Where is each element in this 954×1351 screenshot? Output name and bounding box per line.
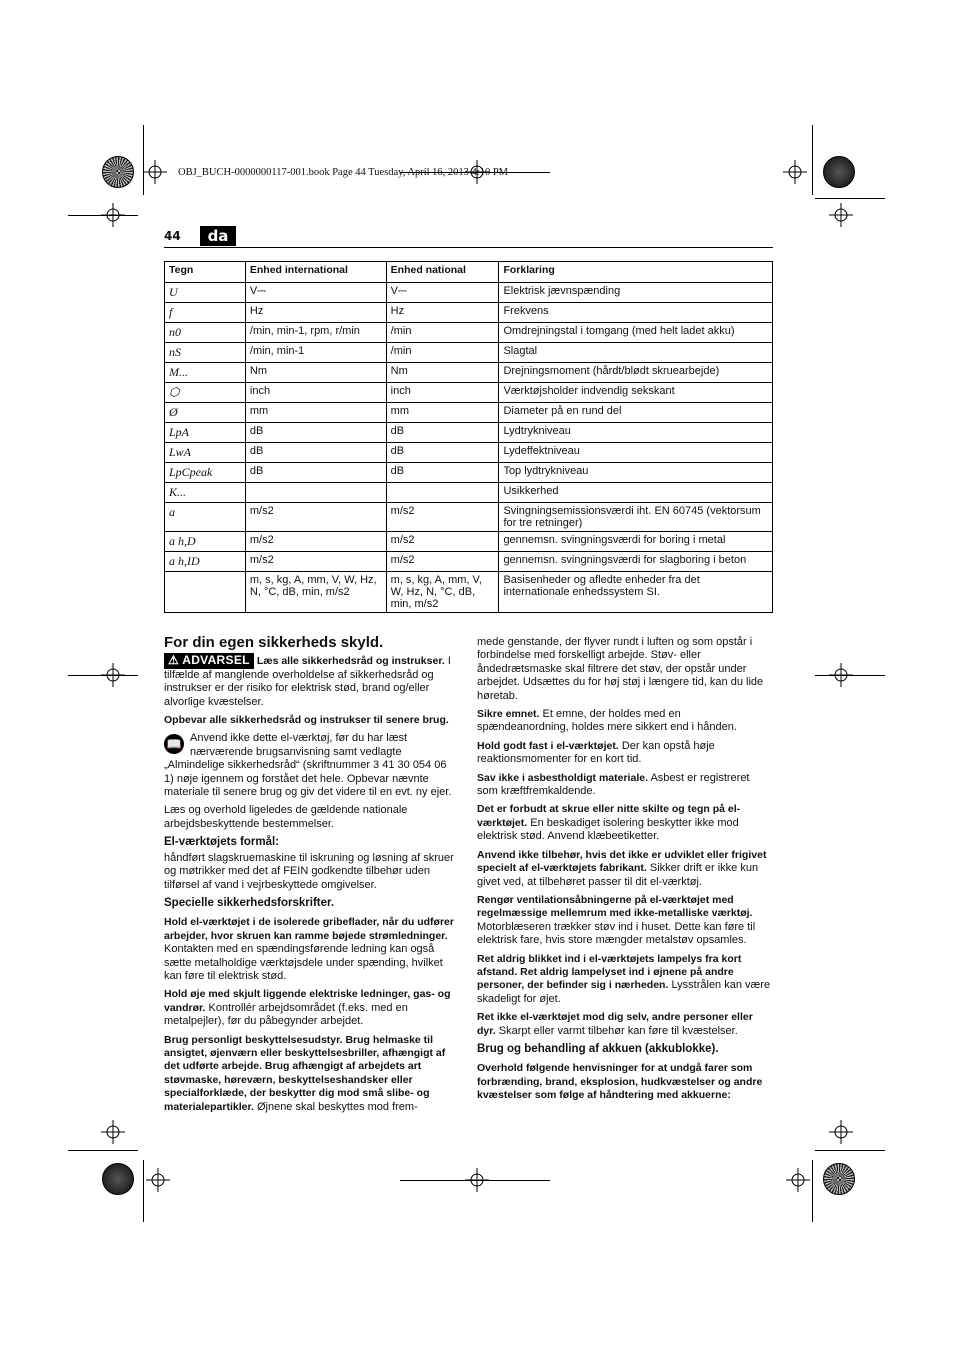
intl-unit-cell: dB — [245, 463, 386, 483]
safety-paragraph: Sav ikke i asbestholdigt materiale. Asbest er registreret som kræftfremkaldende. — [477, 771, 750, 798]
right-column — [477, 636, 773, 1108]
safety-paragraph: Det er forbudt at skrue eller nitte skilte og tegn på el-værktøjet. En beskadiget isolering beskytter ikke mod elektrisk stød. Anvend klæbeetiketter. — [477, 803, 741, 843]
table-row — [165, 403, 773, 423]
table-row — [165, 463, 773, 483]
keep-instructions: Opbevar alle sikkerhedsråd og instrukser til senere brug. — [164, 714, 449, 727]
description-cell: Lydeffektniveau — [499, 443, 773, 463]
left-column — [164, 636, 459, 1119]
symbol-cell: K... — [165, 483, 246, 503]
column-header: Enhed international — [245, 262, 386, 283]
registration-rosette-icon — [102, 1163, 134, 1195]
crosshair-icon — [465, 1168, 489, 1192]
natl-unit-cell: V⎓ — [386, 283, 499, 303]
intl-unit-cell: /min, min-1, rpm, r/min — [245, 323, 386, 343]
symbol-cell: M... — [165, 363, 246, 383]
safety-paragraph: Ret ikke el-værktøjet mod dig selv, andre personer eller dyr. Skarpt eller varmt tilbehør kan føre til kvæstelser. — [477, 1011, 753, 1037]
natl-unit-cell: m/s2 — [386, 503, 499, 532]
natl-unit-cell: Nm — [386, 363, 499, 383]
battery-heading: Brug og behandling af akkuen (akkublokke). — [477, 1042, 719, 1055]
symbol-cell: LpCpeak — [165, 463, 246, 483]
safety-paragraph: Hold øje med skjult liggende elektriske ledninger, gas- og vandrør. Kontrollér arbejdsområdet (f.eks. med en metalpejler), før du påbegynder arbejdet. — [164, 988, 451, 1028]
symbol-cell: LpA — [165, 423, 246, 443]
description-cell: Lydtrykniveau — [499, 423, 773, 443]
symbol-cell: Ø — [165, 403, 246, 423]
safety-paragraph: Brug personligt beskyttelsesudstyr. Brug helmaske til ansigtet, øjenværn eller beskyttelsesbriller, afhængigt af det udførte arbejde. Brug afhængigt af arbejdets art støvmaske, høreværn, beskyttelseshandsker eller specialforklæde, der beskytter dig mod små slibe- og materialepartikler. Øjnene skal beskyttes mod frem- — [164, 1033, 446, 1113]
section-title: For din egen sikkerheds skyld. — [164, 634, 384, 651]
registration-rosette-icon — [823, 156, 855, 188]
natl-unit-cell: m/s2 — [386, 532, 499, 552]
language-badge: da — [200, 226, 236, 246]
symbol-cell: f — [165, 303, 246, 323]
column-header: Tegn — [165, 262, 246, 283]
intl-unit-cell: dB — [245, 443, 386, 463]
table-row — [165, 443, 773, 463]
description-cell: Omdrejningstal i tomgang (med helt ladet akku) — [499, 323, 773, 343]
natl-unit-cell: m/s2 — [386, 552, 499, 572]
warning-bold: Læs alle sikkerhedsråd og instrukser. — [256, 655, 445, 668]
safety-paragraph: mede genstande, der flyver rundt i luften og som opstår i forbindelse med forskelligt arbejde. Støv- eller åndedrætsmaske skal filtrere det støv, der opstår under arbejdet. Udsættes du for høj støj i længere tid, kan du lide høretab. — [477, 636, 764, 702]
table-row — [165, 532, 773, 552]
warning-text: I tilfælde af manglende overholdelse af sikkerhedsråd og instrukser er der risiko for elektrisk stød, brand og/eller alvorlige kvæstelser. — [164, 655, 451, 708]
natl-unit-cell: dB — [386, 443, 499, 463]
symbol-cell: a h,ID — [165, 552, 246, 572]
regulations-text: Læs og overhold ligeledes de gældende nationale arbejdsbeskyttende bestemmelser. — [164, 804, 408, 830]
natl-unit-cell: m, s, kg, A, mm, V, W, Hz, N, °C, dB, min, m/s2 — [386, 572, 499, 613]
description-cell: Frekvens — [499, 303, 773, 323]
description-cell: Slagtal — [499, 343, 773, 363]
symbol-cell: a — [165, 503, 246, 532]
symbol-cell: ⬡ — [165, 383, 246, 403]
page-number: 44 — [164, 229, 181, 243]
safety-paragraph: Sikre emnet. Et emne, der holdes med en spændeanordning, holdes mere sikkert end i hånden. — [477, 708, 737, 734]
manual-paragraph — [164, 732, 459, 799]
symbol-cell — [165, 572, 246, 613]
intl-unit-cell: dB — [245, 423, 386, 443]
natl-unit-cell — [386, 483, 499, 503]
description-cell: Elektrisk jævnspænding — [499, 283, 773, 303]
description-cell: Basisenheder og afledte enheder fra det internationale enhedssystem SI. — [499, 572, 773, 613]
natl-unit-cell: dB — [386, 423, 499, 443]
table-row — [165, 552, 773, 572]
intl-unit-cell: m/s2 — [245, 532, 386, 552]
natl-unit-cell: /min — [386, 343, 499, 363]
registration-rosette-icon — [823, 1163, 855, 1195]
natl-unit-cell: Hz — [386, 303, 499, 323]
natl-unit-cell: inch — [386, 383, 499, 403]
header-rule — [164, 247, 773, 248]
description-cell: Værktøjsholder indvendig sekskant — [499, 383, 773, 403]
natl-unit-cell: mm — [386, 403, 499, 423]
crosshair-icon — [101, 663, 125, 687]
intl-unit-cell: Nm — [245, 363, 386, 383]
safety-paragraph: Anvend ikke tilbehør, hvis det ikke er udviklet eller frigivet specielt af el-værktøjets fabrikant. Sikker drift er ikke kun givet ved, at tilbehøret passer til dit el-værktøj. — [477, 848, 767, 888]
registration-rosette-icon — [102, 156, 134, 188]
description-cell: Usikkerhed — [499, 483, 773, 503]
column-header: Enhed national — [386, 262, 499, 283]
safety-paragraph: Hold el-værktøjet i de isolerede gribeflader, når du udfører arbejder, hvor skruen kan ramme bøjede strømledninger. Kontakten med en spændingsførende ledning kan også sætte metalholdige værktøjsdele under spænding, hvilket kan føre til elektrisk stød. — [164, 916, 454, 982]
natl-unit-cell: /min — [386, 323, 499, 343]
description-cell: gennemsn. svingningsværdi for slagboring i beton — [499, 552, 773, 572]
intl-unit-cell — [245, 483, 386, 503]
crosshair-icon — [829, 1120, 853, 1144]
table-row — [165, 363, 773, 383]
manual-text: Anvend ikke dette el-værktøj, før du har læst nærværende brugsanvisning samt vedlagte „Almindelige sikkerhedsråd“ (skriftnummer 3 41 30 054 06 1) nøje igennem og forstået det hele. Opbevar nævnte materiale til senere brug og giv det videre til en evt. ny ejer. — [164, 732, 452, 799]
read-manual-icon: 📖 — [164, 734, 184, 754]
description-cell: Drejningsmoment (hårdt/blødt skruearbejde) — [499, 363, 773, 383]
special-heading: Specielle sikkerhedsforskrifter. — [164, 896, 335, 909]
description-cell: Diameter på en rund del — [499, 403, 773, 423]
intl-unit-cell: V⎓ — [245, 283, 386, 303]
table-row — [165, 503, 773, 532]
symbol-cell: LwA — [165, 443, 246, 463]
table-header-row — [165, 262, 773, 283]
battery-text: Overhold følgende henvisninger for at undgå farer som forbrænding, brand, eksplosion, hudkvæstelser og andre kvæstelser som følge af håndtering med akkuerne: — [477, 1062, 763, 1102]
intl-unit-cell: mm — [245, 403, 386, 423]
crosshair-icon — [829, 663, 853, 687]
table-row — [165, 323, 773, 343]
crosshair-icon — [829, 203, 853, 227]
table-row — [165, 572, 773, 613]
crosshair-icon — [146, 1168, 170, 1192]
purpose-text: håndført slagskruemaskine til iskruning og løsning af skruer og møtrikker med det af FEIN godkendte tilbehør uden tilførsel af vand i vejrbeskyttede omgivelser. — [164, 851, 454, 891]
table-row — [165, 423, 773, 443]
print-header: OBJ_BUCH-0000000117-001.book Page 44 Tuesday, April 16, 2013 4:10 PM — [178, 167, 508, 178]
safety-paragraph: Rengør ventilationsåbningerne på el-værktøjet med regelmæssige mellemrum med ikke-metalliske værktøj. Motorblæseren trækker støv ind i huset. Dette kan føre til elektrisk fare, hvis store mængder metalstøv opsamles. — [477, 893, 756, 947]
crosshair-icon — [143, 160, 167, 184]
warning-label: ⚠ ADVARSEL — [164, 653, 254, 668]
description-cell: Svingningsemissionsværdi iht. EN 60745 (vektorsum for tre retninger) — [499, 503, 773, 532]
symbol-cell: a h,D — [165, 532, 246, 552]
intl-unit-cell: inch — [245, 383, 386, 403]
crosshair-icon — [101, 1120, 125, 1144]
crosshair-icon — [786, 1168, 810, 1192]
table-row — [165, 483, 773, 503]
table-row — [165, 283, 773, 303]
description-cell: Top lydtrykniveau — [499, 463, 773, 483]
description-cell: gennemsn. svingningsværdi for boring i metal — [499, 532, 773, 552]
intl-unit-cell: m, s, kg, A, mm, V, W, Hz, N, °C, dB, min, m/s2 — [245, 572, 386, 613]
natl-unit-cell: dB — [386, 463, 499, 483]
purpose-heading: El-værktøjets formål: — [164, 836, 280, 849]
safety-paragraph: Ret aldrig blikket ind i el-værktøjets lampelys fra kort afstand. Ret aldrig lampelyset ind i øjnene på andre personer, der befinder sig i nærheden. Lysstrålen kan være skadeligt for øjet. — [477, 952, 771, 1005]
symbol-cell: U — [165, 283, 246, 303]
table-row — [165, 343, 773, 363]
intl-unit-cell: m/s2 — [245, 503, 386, 532]
symbol-table — [164, 261, 773, 613]
table-row — [165, 303, 773, 323]
table-row — [165, 383, 773, 403]
intl-unit-cell: /min, min-1 — [245, 343, 386, 363]
safety-paragraph: Hold godt fast i el-værktøjet. Der kan opstå høje reaktionsmomenter for en kort tid. — [477, 739, 715, 766]
symbol-cell: nS — [165, 343, 246, 363]
crosshair-icon — [101, 203, 125, 227]
column-header: Forklaring — [499, 262, 773, 283]
warning-paragraph — [164, 653, 459, 709]
intl-unit-cell: m/s2 — [245, 552, 386, 572]
intl-unit-cell: Hz — [245, 303, 386, 323]
crosshair-icon — [783, 160, 807, 184]
symbol-cell: n0 — [165, 323, 246, 343]
